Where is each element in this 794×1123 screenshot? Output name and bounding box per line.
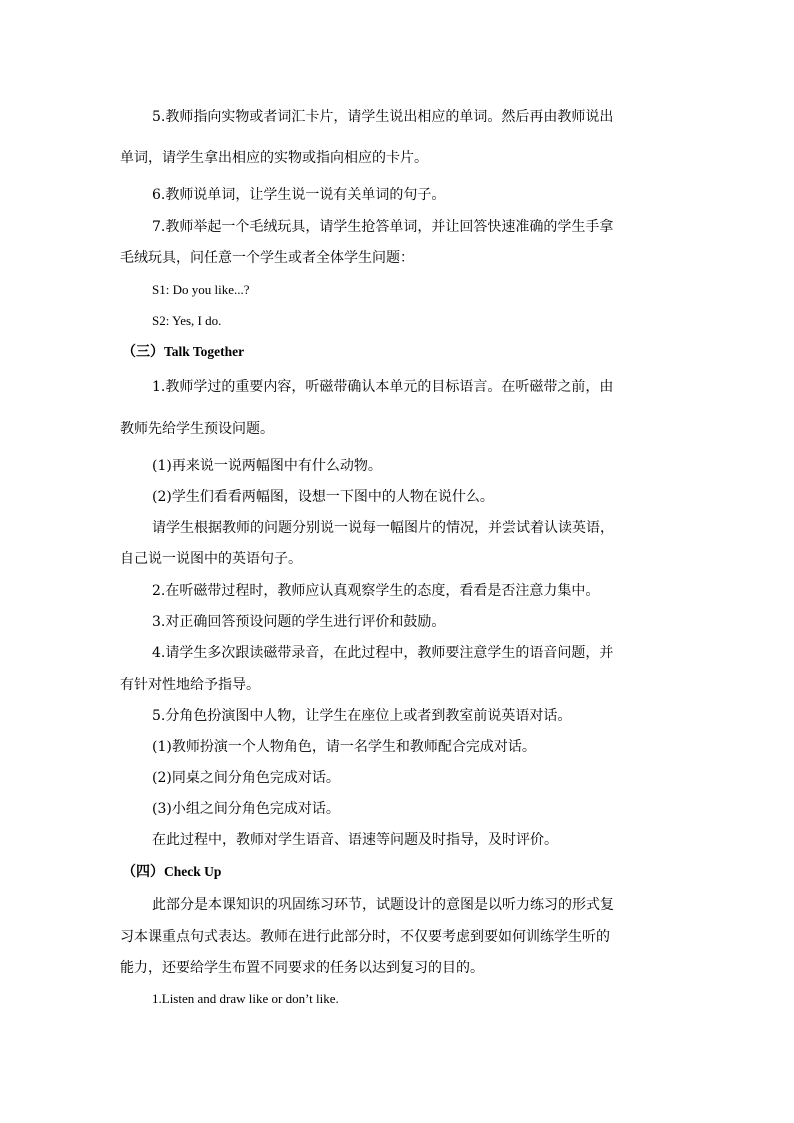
- exercise-line: 1.Listen and draw like or don’t like.: [152, 991, 339, 1006]
- paragraph-line: 2.在听磁带过程时，教师应认真观察学生的态度，看看是否注意力集中。: [152, 583, 600, 599]
- paragraph-line: 自己说一说图中的英语句子。: [120, 551, 302, 567]
- paragraph-line: 7.教师举起一个毛绒玩具，请学生抢答单词，并让回答快速准确的学生手拿: [152, 219, 614, 235]
- paragraph-line: (2)学生们看看两幅图，设想一下图中的人物在说什么。: [152, 489, 494, 505]
- paragraph-line: 单词，请学生拿出相应的实物或指向相应的卡片。: [120, 150, 428, 166]
- dialogue-line: S2: Yes, I do.: [152, 313, 222, 328]
- paragraph-line: 6.教师说单词，让学生说一说有关单词的句子。: [152, 187, 446, 203]
- paragraph-line: 毛绒玩具，问任意一个学生或者全体学生问题：: [120, 250, 414, 266]
- paragraph-line: 此部分是本课知识的巩固练习环节，试题设计的意图是以听力练习的形式复: [152, 897, 614, 913]
- paragraph-line: 4.请学生多次跟读磁带录音，在此过程中，教师要注意学生的语音问题，并: [152, 645, 614, 661]
- paragraph-line: 教师先给学生预设问题。: [120, 421, 274, 437]
- paragraph-line: 习本课重点句式表达。教师在进行此部分时，不仅要考虑到要如何训练学生听的: [120, 929, 610, 945]
- paragraph-line: (3)小组之间分角色完成对话。: [152, 801, 340, 817]
- paragraph-line: 能力，还要给学生布置不同要求的任务以达到复习的目的。: [120, 960, 484, 976]
- paragraph-line: 1.教师学过的重要内容，听磁带确认本单元的目标语言。在听磁带之前，由: [152, 379, 614, 395]
- paragraph-line: 5.教师指向实物或者词汇卡片，请学生说出相应的单词。然后再由教师说出: [152, 109, 614, 125]
- section-heading: [122, 343, 244, 361]
- paragraph-line: 5.分角色扮演图中人物，让学生在座位上或者到教室前说英语对话。: [152, 708, 572, 724]
- paragraph-line: 请学生根据教师的问题分别说一说每一幅图片的情况，并尝试着认读英语，: [152, 520, 614, 536]
- paragraph-line: (2)同桌之间分角色完成对话。: [152, 770, 340, 786]
- paragraph-line: 有针对性地给予指导。: [120, 677, 260, 693]
- section-heading: [122, 863, 221, 881]
- dialogue-line: S1: Do you like...?: [152, 282, 250, 297]
- section-title: Talk Together: [164, 344, 245, 359]
- paragraph-line: 3.对正确回答预设问题的学生进行评价和鼓励。: [152, 614, 446, 630]
- section-title: Check Up: [164, 864, 222, 879]
- paragraph-line: (1)再来说一说两幅图中有什么动物。: [152, 458, 382, 474]
- section-number: （四）: [122, 864, 164, 880]
- section-number: （三）: [122, 344, 164, 360]
- paragraph-line: 在此过程中，教师对学生语音、语速等问题及时指导，及时评价。: [152, 832, 558, 848]
- paragraph-line: (1)教师扮演一个人物角色，请一名学生和教师配合完成对话。: [152, 739, 536, 755]
